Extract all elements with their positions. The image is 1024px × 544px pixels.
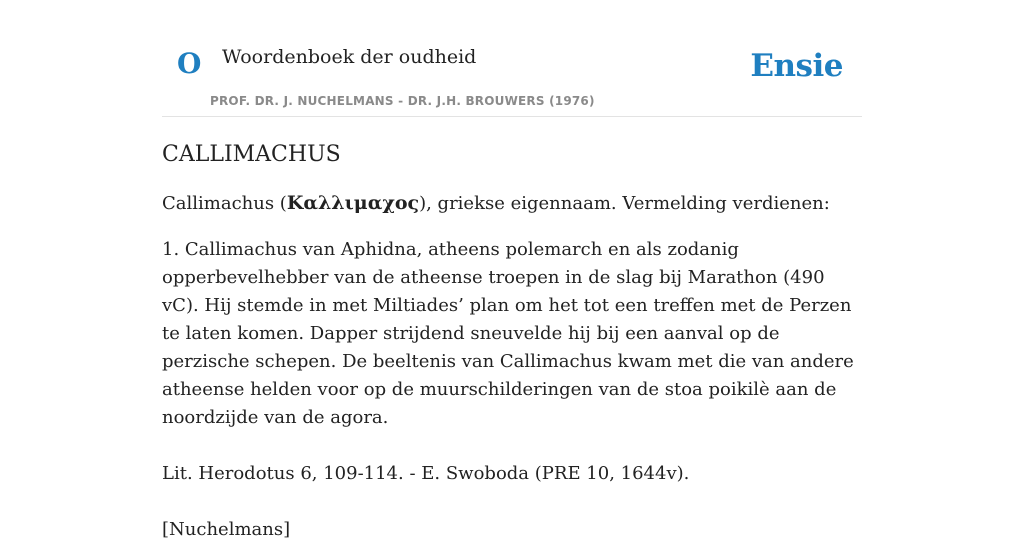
book-title[interactable]: Woordenboek der oudheid bbox=[222, 46, 477, 68]
header bbox=[162, 0, 862, 117]
intro-text-end: ), griekse eigennaam. Vermelding verdienen: bbox=[419, 193, 830, 214]
entry-content bbox=[162, 140, 862, 544]
entry-paragraph-1: 1. Callimachus van Aphidna, atheens polemarch en als zodanig opperbevelhebber van de atheense troepen in de slag bij Marathon (490 vC). Hij stemde in met Miltiades’ plan om het tot een treffen met de Perzen te laten komen. Dapper strijdend sneuvelde hij bij een aanval op de perzische schepen. De beeltenis van Callimachus kwam met die van andere atheense helden voor op de muurschilderingen van de stoa poikilè aan de noordzijde van de agora. bbox=[162, 239, 854, 428]
intro-text-start: Callimachus ( bbox=[162, 193, 287, 214]
letter-index[interactable]: O bbox=[177, 47, 202, 80]
literature-reference: Lit. Herodotus 6, 109-114. - E. Swoboda (PRE 10, 1644v). bbox=[162, 463, 690, 484]
greek-name: Καλλιμαχος bbox=[286, 192, 420, 214]
entry-title: CALLIMACHUS bbox=[162, 142, 341, 167]
book-authors: PROF. DR. J. NUCHELMANS - DR. J.H. BROUWERS (1976) bbox=[210, 94, 595, 108]
brand-logo[interactable]: Ensie bbox=[750, 48, 843, 84]
entry-author-tag: [Nuchelmans] bbox=[162, 519, 291, 540]
entry-intro bbox=[162, 189, 862, 218]
